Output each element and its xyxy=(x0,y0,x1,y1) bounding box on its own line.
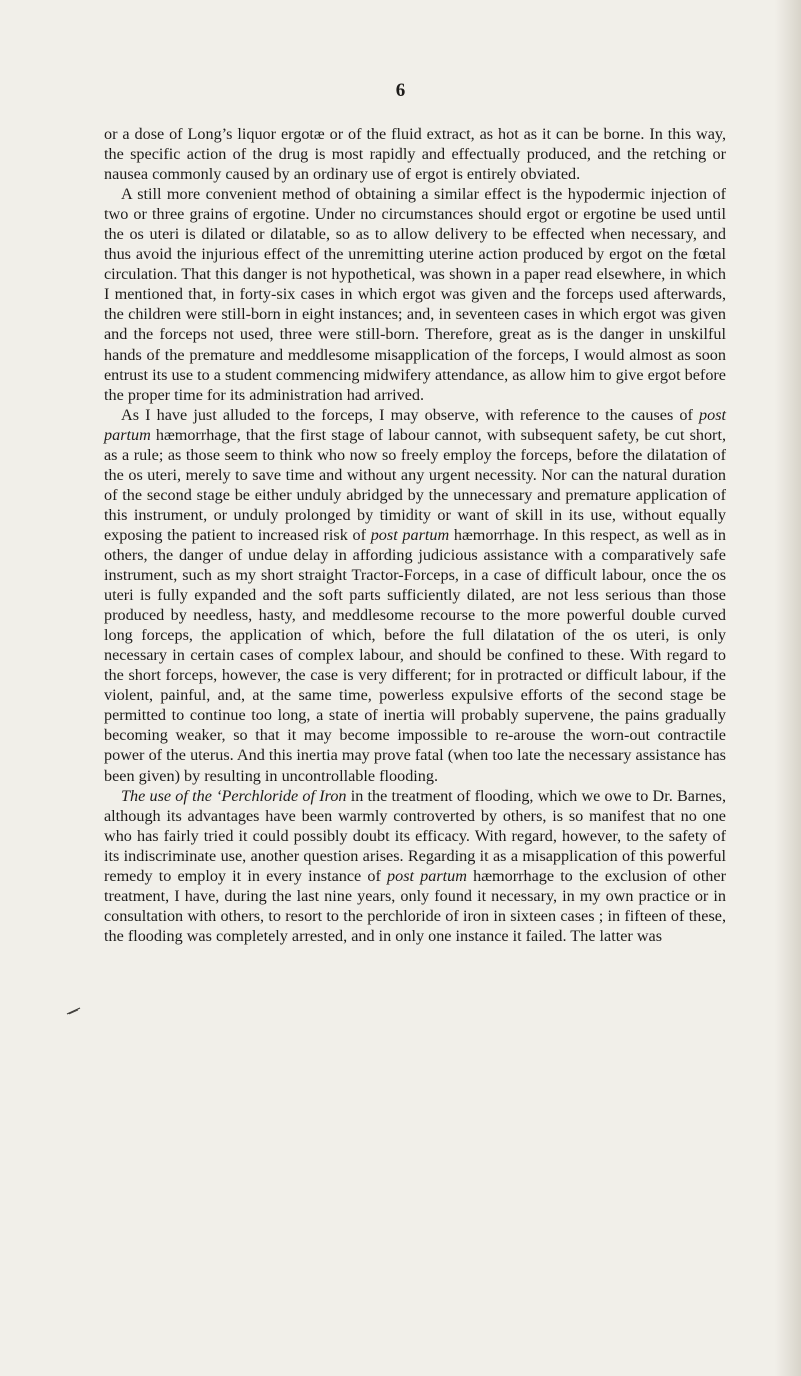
text-run: hæmorrhage, that the first stage of labour cannot, with subsequent safety, be cut short, as a rule; as those seem to think who now so freely employ the forceps, before the dilatation of the os uteri, merely to save time and without any urgent necessity. Nor can the natural duration of the second stage be either unduly abridged by the unnecessary and premature application of this instrument, or unduly prolonged by timidity or want of skill in its use, without equally exposing the patient to increased risk of xyxy=(104,425,726,544)
text-run: A still more convenient method of obtaining a similar effect is the hypodermic injection of two or three grains of ergotine. Under no circumstances should ergot or ergotine be used until the os uteri is dilated or dilatable, so as to allow delivery to be effected when necessary, and thus avoid the injurious effect of the unremitting uterine action produced by ergot on the fœtal circulation. That this danger is not hypothetical, was shown in a paper read elsewhere, in which I mentioned that, in forty-six cases in which ergot was given and the forceps used afterwards, the children were still-born in eight instances; and, in seventeen cases in which ergot was given and the forceps not used, three were still-born. Therefore, great as is the danger in unskilful hands of the premature and meddlesome misapplication of the forceps, I would almost as soon entrust its use to a student commencing midwifery attendance, as allow him to give ergot before the proper time for its administration had arrived. xyxy=(104,185,726,404)
stray-ink-mark xyxy=(66,1007,82,1015)
text-run: or a dose of Long’s liquor ergotæ or of the fluid extract, as hot as it can be borne. In this way, the specific action of the drug is most rapidly and effectually produced, and the retching or nausea commonly caused by an ordinary use of ergot is entirely obviated. xyxy=(104,125,726,184)
italic-text: post partum xyxy=(104,405,726,444)
paragraph xyxy=(104,184,726,405)
page-edge-shadow xyxy=(775,0,801,1376)
italic-text: post partum xyxy=(387,866,467,885)
paragraph xyxy=(104,124,726,184)
text-run: hæmorrhage. In this respect, as well as in others, the danger of undue delay in affording judicious assistance with a comparatively safe instrument, such as my short straight Tractor-Forceps, in a case of difficult labour, once the os uteri is fully expanded and the soft parts sufficiently dilated, are not less serious than those produced by needless, hasty, and meddlesome recourse to the more powerful double curved long forceps, the application of which, before the full dilatation of the os uteri, is only necessary in certain cases of complex labour, and should be confined to these. With regard to the short forceps, however, the case is very different; for in protracted or difficult labour, if the violent, painful, and, at the same time, powerless expulsive efforts of the second stage be permitted to continue too long, a state of inertia will probably supervene, the pains gradually becoming weaker, so that it may become impossible to re-arouse the worn-out contractile power of the uterus. And this inertia may prove fatal (when too late the necessary assistance has been given) by resulting in uncontrollable flooding. xyxy=(104,525,726,785)
text-run: As I have just alluded to the forceps, I may observe, with reference to the causes of xyxy=(121,405,699,424)
paragraph xyxy=(104,405,726,786)
text-run: in the treatment of flooding, which we owe to Dr. Barnes, although its advantages have been warmly controverted by others, is so manifest that no one who has fairly tried it could possibly doubt its efficacy. With regard, however, to the safety of its indiscriminate use, another question arises. Regarding it as a misapplication of this powerful remedy to employ it in every instance of xyxy=(104,786,727,885)
body-text xyxy=(104,124,726,946)
page-number: 6 xyxy=(395,80,406,101)
italic-text: The use of the ‘Perchloride of Iron xyxy=(121,786,347,805)
text-run: hæmorrhage to the exclusion of other treatment, I have, during the last nine years, only found it necessary, in my own practice or in consultation with others, to resort to the perchloride of iron in sixteen cases ; in fifteen of these, the flooding was completely arrested, and in only one instance it failed. The latter was xyxy=(104,866,726,945)
italic-text: post partum xyxy=(370,525,450,544)
paragraph xyxy=(104,786,726,946)
